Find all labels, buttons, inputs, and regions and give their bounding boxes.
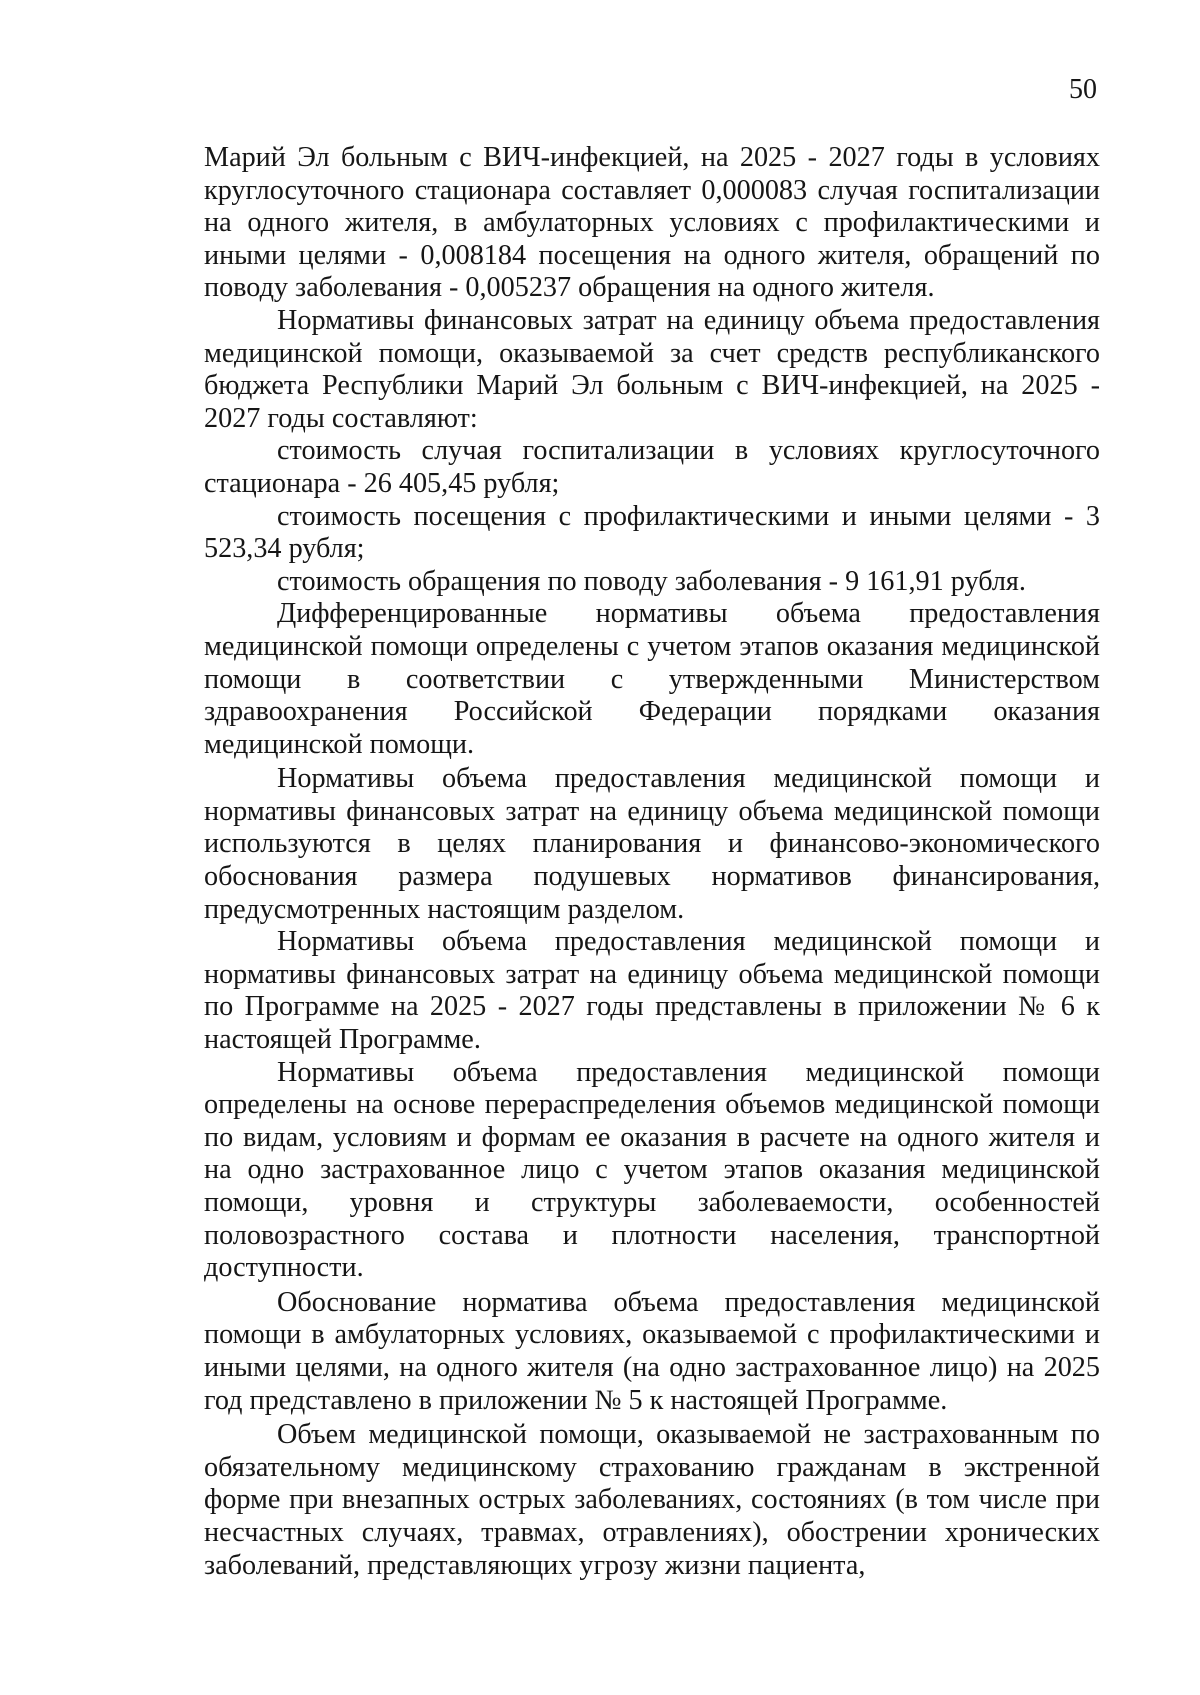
paragraph-hospitalization-cost: стоимость случая госпитализации в условиях круглосуточного стационара - 26 405,45 рубля; xyxy=(204,435,1100,499)
paragraph-visit-cost: стоимость посещения с профилактическими и иными целями - 3 523,34 рубля; xyxy=(204,500,1100,565)
paragraph-appendix-5: Обоснование норматива объема предоставления медицинской помощи в амбулаторных условиях, оказываемой с профилактическими и иными целями, на одного жителя (на одно застрахованное лицо) на 2025 год представлено в приложении № 5 к настоящей Программе. xyxy=(204,1286,1100,1416)
paragraph-uninsured-care: Объем медицинской помощи, оказываемой не застрахованным по обязательному медицинскому страхованию гражданам в экстренной форме при внезапных острых заболеваниях, состояниях (в том числе при несчастных случаях, травмах, отравлениях), обострении хронических заболеваний, представляющих угрозу жизни пациента, xyxy=(204,1419,1100,1581)
paragraph-volume-determination: Нормативы объема предоставления медицинской помощи определены на основе перераспределения объемов медицинской помощи по видам, условиям и формам ее оказания в расчете на одного жителя и на одно застрахованное лицо с учетом этапов оказания медицинской помощи, уровня и структуры заболеваемости, особенностей половозрастного состава и плотности населения, транспортной доступности. xyxy=(204,1056,1100,1284)
page-number: 50 xyxy=(1069,74,1097,105)
paragraph-planning-use: Нормативы объема предоставления медицинской помощи и нормативы финансовых затрат на единицу объема медицинской помощи используются в целях планирования и финансово-экономического обоснования размера подушевых нормативов финансирования, предусмотренных настоящим разделом. xyxy=(204,763,1100,925)
document-body xyxy=(204,142,1100,1582)
paragraph-appendix-6: Нормативы объема предоставления медицинской помощи и нормативы финансовых затрат на единицу объема медицинской помощи по Программе на 2025 - 2027 годы представлены в приложении № 6 к настоящей Программе. xyxy=(204,926,1100,1056)
paragraph-continuation: Марий Эл больным с ВИЧ-инфекцией, на 2025 - 2027 годы в условиях круглосуточного стационара составляет 0,000083 случая госпитализации на одного жителя, в амбулаторных условиях с профилактическими и иными целями - 0,008184 посещения на одного жителя, обращений по поводу заболевания - 0,005237 обращения на одного жителя. xyxy=(204,142,1100,304)
paragraph-financial-norms: Нормативы финансовых затрат на единицу объема предоставления медицинской помощи, оказываемой за счет средств республиканского бюджета Республики Марий Эл больным с ВИЧ-инфекцией, на 2025 - 2027 годы составляют: xyxy=(204,304,1100,434)
paragraph-appeal-cost: стоимость обращения по поводу заболевания - 9 161,91 рубля. xyxy=(277,565,1026,597)
paragraph-differentiated-norms: Дифференцированные нормативы объема предоставления медицинской помощи определены с учетом этапов оказания медицинской помощи в соответствии с утвержденными Министерством здравоохранения Российской Федерации порядками оказания медицинской помощи. xyxy=(204,598,1100,760)
